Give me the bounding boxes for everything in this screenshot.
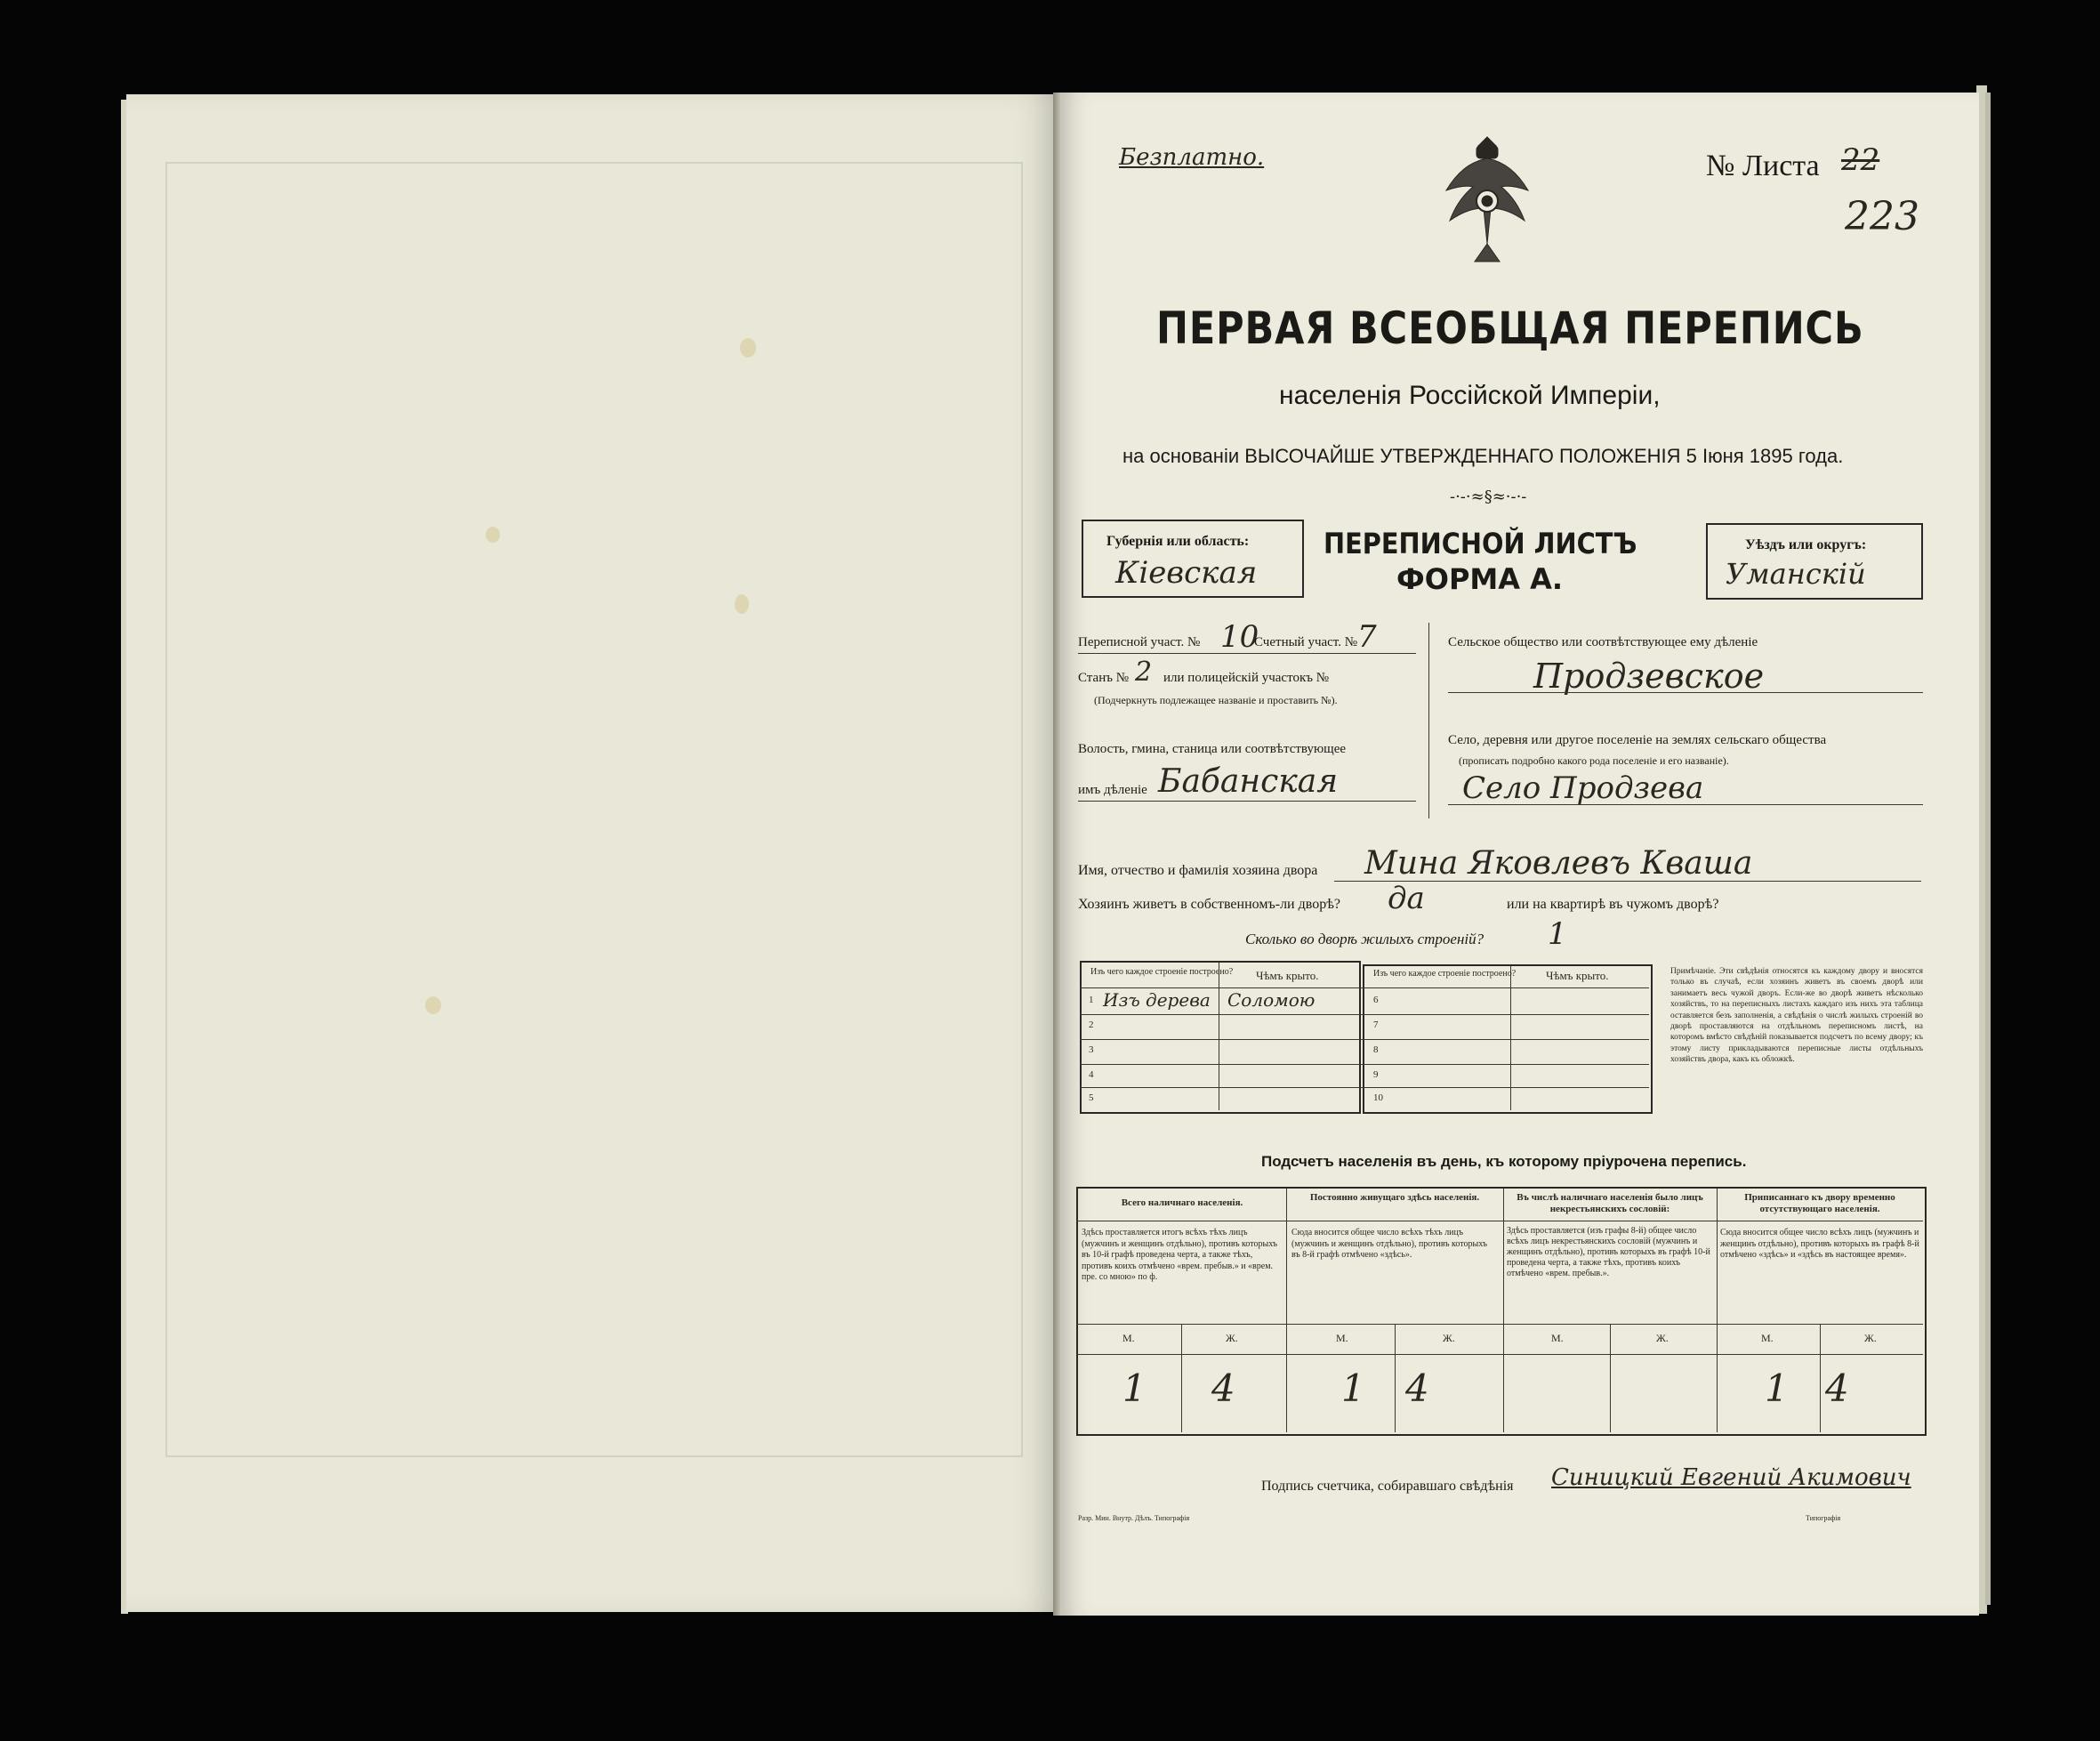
row-number: 1 xyxy=(1089,995,1094,1005)
volost-label-2: имъ дѣленіе xyxy=(1078,783,1147,797)
uezd-value: Уманскій xyxy=(1726,557,1866,591)
roof-cell: Соломою xyxy=(1227,989,1316,1011)
count-header: Въ числѣ наличнаго населенія было лицъ некрестьянскихъ сословій: xyxy=(1517,1192,1703,1214)
volost-label: Волость, гмина, станица или соотвѣтствующее xyxy=(1078,742,1347,756)
table-header-rule xyxy=(1080,987,1649,988)
male-label: М. xyxy=(1551,1332,1564,1344)
material-header: Изъ чего каждое строеніе построено? xyxy=(1373,969,1517,979)
rule xyxy=(1078,653,1416,654)
stan-value: 2 xyxy=(1135,657,1153,688)
schetny-value: 7 xyxy=(1357,619,1377,655)
count-header: Всего наличнаго населенія. xyxy=(1121,1197,1243,1208)
table-col-rule xyxy=(1510,966,1511,1110)
count-description: Сюда вносится общее число всѣхъ тѣхъ лицъ (мужчинъ и женщинъ отдѣльно), противъ которыхъ въ 8-й графѣ отмѣчено «здѣсь». xyxy=(1291,1228,1487,1260)
count-col-rule xyxy=(1286,1189,1287,1432)
printer-imprint: Разр. Мин. Внутр. Дѣлъ. Типографія xyxy=(1078,1514,1190,1522)
row-number: 2 xyxy=(1089,1020,1094,1030)
paper-stain xyxy=(735,594,749,614)
count-description: Здѣсь проставляется итогъ всѣхъ тѣхъ лицъ (мужчинъ и женщинъ отдѣльно), противъ которыхъ въ 10-й графѣ проведена черта, а также тѣхъ, противъ коихъ отмѣчено «врем. пребыв.» и «врем. пре. со мною» по ф. xyxy=(1082,1228,1277,1282)
paper-stain xyxy=(740,338,756,358)
count-title: Подсчетъ населенія въ день, къ которому пріурочена перепись. xyxy=(1261,1153,1747,1170)
village-note: (прописать подробно какого рода поселеніе и его названіе). xyxy=(1459,754,1729,767)
gubernia-value: Кіевская xyxy=(1115,555,1258,591)
owner-value: Мина Яковлевъ Кваша xyxy=(1364,845,1753,882)
column-divider xyxy=(1428,623,1429,818)
male-label: М. xyxy=(1761,1332,1774,1344)
female-label: Ж. xyxy=(1656,1332,1669,1344)
row-number: 10 xyxy=(1373,1092,1383,1103)
count-row-rule xyxy=(1076,1324,1923,1325)
count-male-value: 1 xyxy=(1765,1366,1789,1410)
buildings-label: Сколько во дворѣ жилыхъ строеній? xyxy=(1245,931,1484,947)
gubernia-label: Губернія или область: xyxy=(1106,534,1250,549)
count-female-value: 4 xyxy=(1405,1366,1429,1410)
female-label: Ж. xyxy=(1226,1332,1238,1344)
roof-header: Чѣмъ крыто. xyxy=(1256,969,1319,982)
rule xyxy=(1078,801,1416,802)
count-mf-rule xyxy=(1610,1324,1611,1432)
count-col-rule xyxy=(1503,1189,1504,1432)
material-cell: Изъ дерева xyxy=(1103,989,1211,1011)
printer-imprint: Типографія xyxy=(1806,1514,1841,1522)
own-yard-value: да xyxy=(1388,881,1425,916)
count-description: Здѣсь проставляется (изъ графы 8-й) общее число всѣхъ лицъ некрестьянскихъ сословій (мужчинъ и женщинъ отдѣльно), противъ которыхъ въ графѣ 10-й проведена черта, а также тѣхъ, противъ коихъ отмѣчено «врем. пребыв.». xyxy=(1507,1226,1710,1278)
count-mf-rule xyxy=(1181,1324,1182,1432)
count-female-value: 4 xyxy=(1211,1366,1235,1410)
roof-header: Чѣмъ крыто. xyxy=(1546,969,1609,982)
census-subtitle: населенія Россійской Имперіи, xyxy=(1279,381,1661,410)
buildings-table-left xyxy=(1080,961,1361,1114)
paper-stain xyxy=(425,996,441,1014)
row-number: 4 xyxy=(1089,1069,1094,1080)
ornament-divider: -·-·≈§≈·-·- xyxy=(1450,488,1527,506)
schetny-label: Счетный участ. № xyxy=(1254,635,1358,649)
female-label: Ж. xyxy=(1443,1332,1455,1344)
count-col-rule xyxy=(1717,1189,1718,1432)
count-female-value: 4 xyxy=(1825,1366,1849,1410)
count-header: Постоянно живущаго здѣсь населенія. xyxy=(1309,1192,1480,1203)
uchastok-label: Переписной участ. № xyxy=(1078,635,1201,649)
own-yard-label: Хозяинъ живетъ в собственномъ-ли дворѣ? xyxy=(1078,897,1340,912)
police-label: или полицейскій участокъ № xyxy=(1163,671,1330,685)
imperial-eagle-emblem xyxy=(1441,132,1533,286)
uezd-label: Уѣздъ или округъ: xyxy=(1745,537,1867,552)
rent-label: или на квартирѣ въ чужомъ дворѣ? xyxy=(1507,897,1719,912)
row-number: 6 xyxy=(1373,995,1379,1005)
signature-value: Синицкий Евгений Акимович xyxy=(1551,1464,1911,1491)
count-mf-rule xyxy=(1395,1324,1396,1432)
form-name-line1: ПЕРЕПИСНОЙ ЛИСТЪ xyxy=(1324,527,1637,560)
count-male-value: 1 xyxy=(1341,1366,1365,1410)
count-mf-rule xyxy=(1820,1324,1821,1432)
table-row-rule xyxy=(1080,1039,1649,1040)
sheet-number-label: № Листа xyxy=(1706,149,1820,182)
female-label: Ж. xyxy=(1864,1332,1877,1344)
sheet-number-handwritten: 223 xyxy=(1845,194,1919,239)
table-row-rule xyxy=(1080,1087,1649,1088)
book-spine xyxy=(1053,93,1062,1616)
signature-label: Подпись счетчика, собиравшаго свѣдѣнія xyxy=(1261,1479,1514,1494)
buildings-note: Примѣчаніе. Эти свѣдѣнія относятся къ каждому двору и вносятся только въ случаѣ, если хозяинъ живетъ въ своемъ дворѣ или занимаетъ весь чужой дворъ. Если-же во дворѣ живетъ нѣсколько хозяйствъ, то на переписныхъ листахъ каждаго изъ нихъ эта таблица оставляется безъ заполненія, а свѣдѣнія о числѣ жилыхъ строеній во дворѣ проставляются на отдѣльномъ переписномъ листѣ, на которомъ вмѣсто свѣдѣній показывается подсчетъ по всему двору; къ этому листу прикладываются переписные листы отдѣльныхъ хозяйствъ двора, какъ къ обложкѣ. xyxy=(1670,967,1923,1065)
buildings-value: 1 xyxy=(1548,916,1567,952)
rule xyxy=(1448,804,1923,805)
page-stack-edge xyxy=(1985,93,1991,1605)
row-number: 5 xyxy=(1089,1092,1094,1103)
census-title: ПЕРВАЯ ВСЕОБЩАЯ ПЕРЕПИСЬ xyxy=(1156,302,1864,354)
stan-label: Станъ № xyxy=(1078,671,1130,685)
village-label: Село, деревня или другое поселеніе на землях сельскаго общества xyxy=(1448,733,1827,747)
volost-value: Бабанская xyxy=(1158,763,1339,800)
free-label: Безплатно. xyxy=(1119,144,1265,171)
uchastok-value: 10 xyxy=(1220,619,1259,655)
society-label: Сельское общество или соотвѣтствующее ему дѣленіе xyxy=(1448,635,1758,649)
owner-label: Имя, отчество и фамилія хозяина двора xyxy=(1078,863,1318,878)
row-number: 3 xyxy=(1089,1044,1094,1055)
form-name-line2: ФОРМА А. xyxy=(1396,562,1564,596)
count-male-value: 1 xyxy=(1122,1366,1147,1410)
count-row-rule xyxy=(1076,1354,1923,1355)
count-description: Сюда вносится общее число всѣхъ лицъ (мужчинъ и женщинъ отдѣльно), противъ которыхъ въ графѣ 8-й отмѣчено «здѣсь» и «здѣсь въ настоящее время». xyxy=(1720,1228,1919,1260)
male-label: М. xyxy=(1122,1332,1135,1344)
paper-stain xyxy=(486,527,500,543)
sheet-number-printed: 22 xyxy=(1841,142,1880,178)
material-header: Изъ чего каждое строеніе построено? xyxy=(1090,967,1234,977)
table-row-rule xyxy=(1080,1064,1649,1065)
stan-note: (Подчеркнуть подлежащее названіе и проставить №). xyxy=(1094,694,1338,706)
row-number: 7 xyxy=(1373,1020,1379,1030)
table-row-rule xyxy=(1080,1014,1649,1015)
village-value: Село Продзева xyxy=(1462,770,1704,806)
rule xyxy=(1448,692,1923,693)
society-value: Продзевское xyxy=(1533,657,1765,696)
show-through-frame xyxy=(165,162,1023,1457)
row-number: 8 xyxy=(1373,1044,1379,1055)
male-label: М. xyxy=(1336,1332,1348,1344)
legal-basis: на основаніи ВЫСОЧАЙШЕ УТВЕРЖДЕННАГО ПОЛОЖЕНІЯ 5 Іюня 1895 года. xyxy=(1122,445,1844,467)
count-table xyxy=(1076,1187,1927,1436)
row-number: 9 xyxy=(1373,1069,1379,1080)
count-header: Приписаннаго къ двору временно отсутствующаго населенія. xyxy=(1744,1192,1895,1214)
